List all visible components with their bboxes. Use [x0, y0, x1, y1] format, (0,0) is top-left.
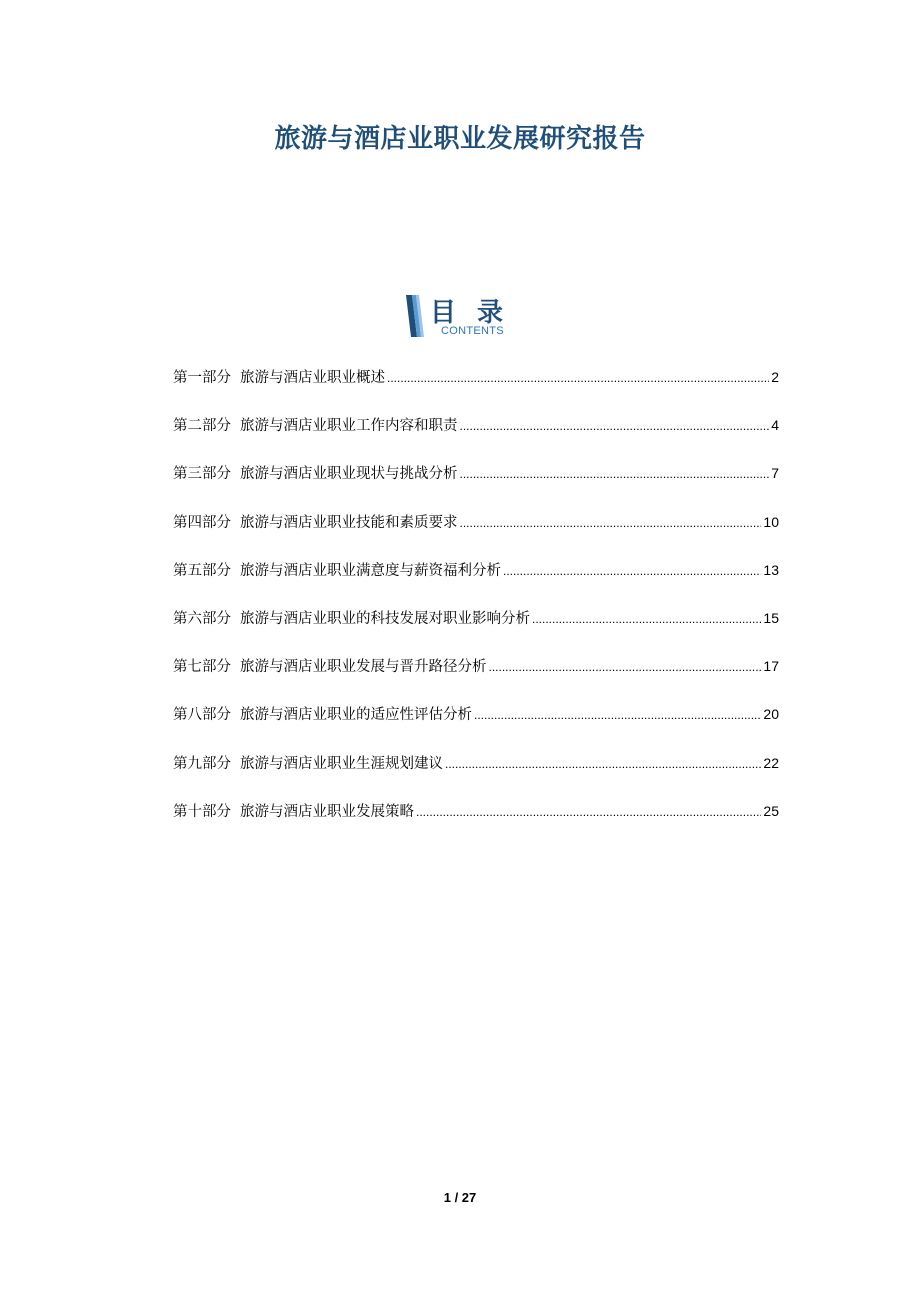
toc-entry-title: 旅游与酒店业职业概述 [240, 370, 385, 386]
toc-list [173, 366, 779, 848]
toc-entry-part: 第四部分 [173, 514, 231, 531]
toc-entry-page-number: 17 [763, 658, 779, 675]
toc-entry-leader [460, 463, 770, 485]
toc-entry-page-number: 2 [771, 369, 779, 385]
toc-entry[interactable] [173, 607, 779, 655]
toc-entry-page-number: 7 [771, 465, 779, 482]
toc-entry[interactable] [173, 559, 779, 607]
toc-entry-part: 第一部分 [173, 370, 231, 386]
toc-entry-leader [503, 560, 761, 582]
toc-entry-title: 旅游与酒店业职业发展与晋升路径分析 [240, 659, 487, 676]
toc-entry-title: 旅游与酒店业职业的科技发展对职业影响分析 [240, 610, 530, 627]
toc-entry-leader [489, 656, 762, 678]
toc-entry-part: 第十部分 [173, 803, 231, 820]
toc-entry-page-number: 20 [763, 706, 779, 723]
toc-entry-page-number: 15 [763, 609, 779, 626]
toc-entry[interactable] [173, 800, 779, 848]
toc-entry-part: 第六部分 [173, 610, 231, 627]
page-number: 1 / 27 [443, 1190, 477, 1205]
toc-entry-part: 第九部分 [173, 755, 231, 772]
toc-entry-page-number: 10 [763, 513, 779, 530]
toc-entry-page-number: 4 [771, 417, 779, 434]
toc-entry-part: 第八部分 [173, 707, 231, 724]
toc-entry-title: 旅游与酒店业职业的适应性评估分析 [240, 707, 472, 724]
toc-entry[interactable] [173, 752, 779, 800]
toc-entry-part: 第七部分 [173, 659, 231, 676]
toc-entry[interactable] [173, 414, 779, 462]
toc-entry-page-number: 22 [763, 754, 779, 771]
toc-entry-leader [532, 608, 761, 630]
toc-entry-leader [460, 415, 770, 437]
toc-entry-leader [416, 801, 761, 823]
toc-entry[interactable] [173, 703, 779, 751]
toc-entry-page-number: 13 [763, 561, 779, 578]
toc-header [404, 294, 534, 340]
toc-entry-part: 第二部分 [173, 418, 231, 435]
toc-entry-leader [445, 753, 761, 775]
toc-entry[interactable] [173, 366, 779, 414]
toc-entry-leader [387, 367, 769, 389]
toc-entry[interactable] [173, 462, 779, 510]
toc-entry-title: 旅游与酒店业职业发展策略 [240, 803, 414, 820]
toc-entry-title: 旅游与酒店业职业生涯规划建议 [240, 755, 443, 772]
toc-entry-page-number: 25 [763, 802, 779, 819]
toc-entry[interactable] [173, 511, 779, 559]
toc-entry-title: 旅游与酒店业职业技能和素质要求 [240, 514, 458, 531]
toc-entry-title: 旅游与酒店业职业工作内容和职责 [240, 418, 458, 435]
toc-entry-part: 第三部分 [173, 466, 231, 483]
toc-heading: 目 录 [430, 298, 510, 328]
document-title: 旅游与酒店业职业发展研究报告 [274, 124, 646, 154]
toc-entry-title: 旅游与酒店业职业满意度与薪资福利分析 [240, 562, 501, 579]
toc-entry-title: 旅游与酒店业职业现状与挑战分析 [240, 466, 458, 483]
toc-entry-leader [474, 704, 761, 726]
toc-entry-part: 第五部分 [173, 562, 231, 579]
toc-entry[interactable] [173, 655, 779, 703]
toc-entry-leader [460, 512, 762, 534]
toc-subheading: CONTENTS [441, 325, 504, 337]
